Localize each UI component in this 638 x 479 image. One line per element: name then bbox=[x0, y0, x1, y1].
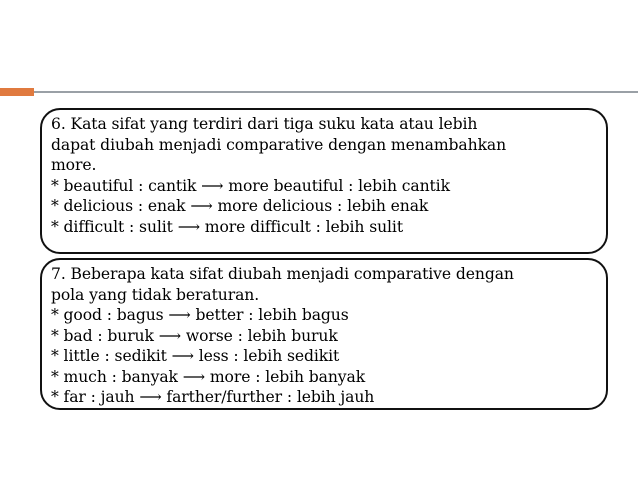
rule-6-line: 6. Kata sifat yang terdiri dari tiga suku kata atau lebih bbox=[51, 115, 478, 133]
header-accent-bar bbox=[0, 88, 34, 96]
example-far: * far : jauh ⟶ farther/further : lebih jauh bbox=[51, 388, 375, 406]
rule-7-line: pola yang tidak beraturan. bbox=[51, 285, 260, 304]
rule-6-line: more. bbox=[51, 156, 97, 174]
rule-7-box bbox=[40, 258, 608, 410]
example-difficult: * difficult : sulit ⟶ more difficult : lebih sulit bbox=[51, 217, 403, 236]
rule-7-line: 7. Beberapa kata sifat diubah menjadi comparative dengan bbox=[51, 265, 514, 283]
rule-6-line: dapat diubah menjadi comparative dengan menambahkan bbox=[51, 135, 507, 154]
example-little: * little : sedikit ⟶ less : lebih sedikit bbox=[51, 347, 340, 365]
example-beautiful: * beautiful : cantik ⟶ more beautiful : lebih cantik bbox=[51, 176, 450, 195]
example-bad: * bad : buruk ⟶ worse : lebih buruk bbox=[51, 326, 338, 345]
example-good: * good : bagus ⟶ better : lebih bagus bbox=[51, 306, 349, 324]
rule-6-box bbox=[40, 108, 608, 254]
example-delicious: * delicious : enak ⟶ more delicious : lebih enak bbox=[51, 197, 429, 215]
header-rule bbox=[0, 91, 638, 93]
example-much: * much : banyak ⟶ more : lebih banyak bbox=[51, 367, 366, 386]
